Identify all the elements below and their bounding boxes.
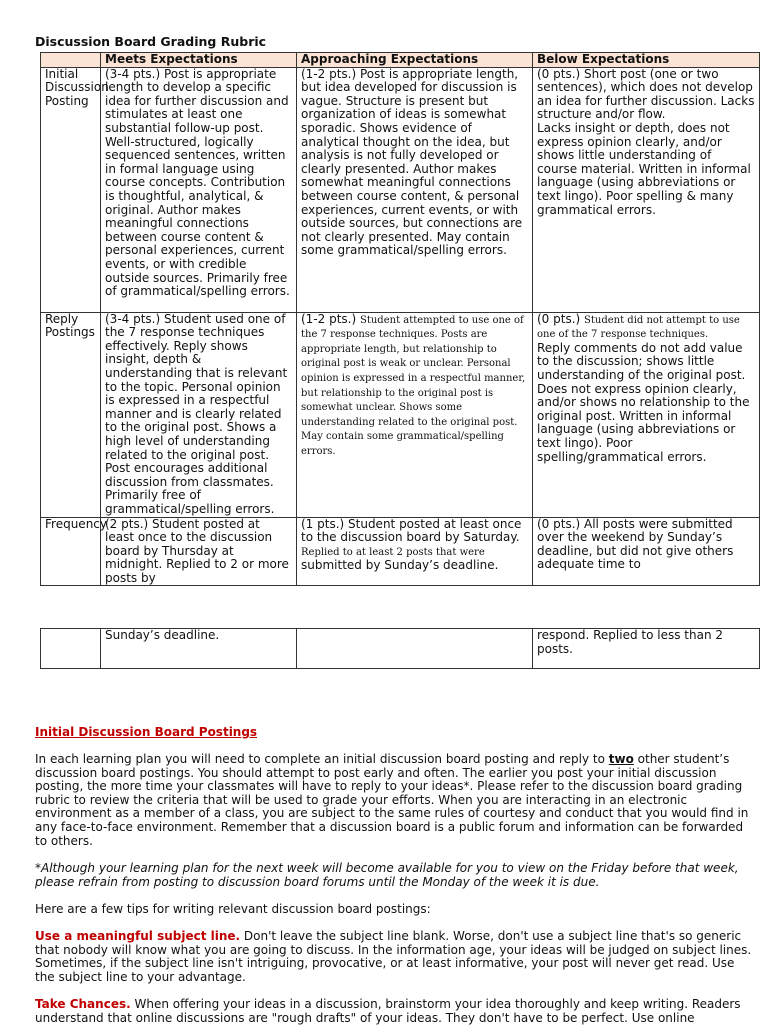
cell-below-part: Lacks insight or depth, does not express opinion clearly, and/or shows little understanding of course material. Written in informal language (using abbreviations or text lingo). Poor spelling & many grammatical errors.: [537, 120, 751, 217]
tip-text: Don't leave the subject line blank. Worse, don't use a subject line that's so generic that nobody will know what you are going to discuss. In the information age, your ideas will be judged on subject lines. Sometimes, if the subject line isn't intriguing, provocative, or at least informative, your post will never get read. Use the subject line to your advantage.: [35, 929, 752, 984]
document-title: Discussion Board Grading Rubric: [35, 34, 267, 49]
row-label-frequency: Frequency: [41, 517, 101, 586]
cell-below-part: Reply comments do not add value to the discussion; shows little understanding of the original post. Does not express opinion clearly, and/or shows no relationship to the original post. Written in informal language (using abbreviations or text lingo). Poor spelling/grammatical errors.: [537, 340, 750, 464]
cell-approaching-part: Student attempted to use one of the 7 response techniques. Posts are appropriate length, but relationship to original post is weak or unclear. Personal opinion is expressed in a respectful manner, but relationship to the original post is somewhat unclear. Shows some understanding related to the original post. May contain some grammatical/spelling errors.: [301, 314, 526, 457]
cell-meets: (2 pts.) Student posted at least once to the discussion board by Thursday at midnight. Replied to 2 or more posts by: [101, 517, 297, 586]
cell-approaching: [297, 517, 533, 586]
table-row: [41, 67, 760, 312]
cell-meets: (3-4 pts.) Post is appropriate length to develop a specific idea for further discussion and stimulates at least one substantial follow-up post. Well-structured, logically sequenced sentences, written in formal language using course concepts. Contribution is thoughtful, analytical, & original. Author makes meaningful connections between course content & personal experiences, current events, or with credible outside sources. Primarily free of grammatical/spelling errors.: [101, 67, 297, 312]
grading-rubric-table-continued: [40, 628, 760, 669]
cell-below: (0 pts.) All posts were submitted over the weekend by Sunday’s deadline, but did not give others adequate time to: [533, 517, 760, 586]
cell-below-part: (0 pts.) Short post (one or two sentences), which does not develop an idea for further discussion. Lacks structure and/or flow.: [537, 66, 755, 122]
intro-paragraph: [35, 753, 757, 848]
cell-meets: (3-4 pts.) Student used one of the 7 response techniques effectively. Reply shows insight, depth & understanding that is relevant to the topic. Personal opinion is expressed in a respectful manner and is clearly related to the original post. Shows a high level of understanding related to the original post. Post encourages additional discussion from classmates. Primarily free of grammatical/spelling errors.: [101, 312, 297, 517]
tip-title: Take Chances.: [35, 997, 131, 1011]
cell-approaching-part: (1-2 pts.): [301, 311, 357, 326]
header-below: Below Expectations: [533, 53, 760, 68]
header-empty: [41, 53, 101, 68]
emphasis-two: two: [608, 752, 634, 766]
cell-approaching: [297, 629, 533, 669]
tips-intro: Here are a few tips for writing relevant discussion board postings:: [35, 902, 431, 916]
cell-meets: Sunday’s deadline.: [101, 629, 297, 669]
cell-below-part: (0 pts.): [537, 311, 581, 326]
header-meets: Meets Expectations: [101, 53, 297, 68]
note-paragraph: *Although your learning plan for the next week will become available for you to view on the Friday before that week, please refrain from posting to discussion board forums until the Monday of the week it is due.: [35, 861, 739, 889]
cell-approaching-part: Replied to at least 2 posts that were: [301, 546, 485, 558]
table-header-row: [41, 53, 760, 68]
table-row: [41, 629, 760, 669]
cell-approaching-part: submitted by Sunday’s deadline.: [301, 558, 499, 573]
cell-approaching-part: (1 pts.) Student posted at least once to the discussion board by Saturday.: [301, 516, 522, 545]
table-row: [41, 312, 760, 517]
table-row: [41, 517, 760, 586]
cell-approaching: [297, 312, 533, 517]
header-approaching: Approaching Expectations: [297, 53, 533, 68]
cell-empty: [41, 629, 101, 669]
row-label-initial: Initial Discussion Posting: [41, 67, 101, 312]
row-label-reply: Reply Postings: [41, 312, 101, 517]
tip-text: When offering your ideas in a discussion, brainstorm your idea thoroughly and keep writing. Readers understand that online discussions are "rough drafts" of your ideas. They don't have to be perfect. Use online: [35, 997, 741, 1025]
tip-subject-line: [35, 930, 757, 984]
tip-title: Use a meaningful subject line.: [35, 929, 241, 943]
intro-text: In each learning plan you will need to complete an initial discussion board posting and reply to: [35, 752, 609, 766]
tip-take-chances: [35, 998, 757, 1025]
cell-approaching: (1-2 pts.) Post is appropriate length, but idea developed for discussion is vague. Structure is present but organization of ideas is somewhat sporadic. Shows evidence of analytical thought on the idea, but analysis is not fully developed or clearly presented. Author makes somewhat meaningful connections between course content, & personal experiences, current events, or with outside sources, but connections are not clearly presented. May contain some grammatical/spelling errors.: [297, 67, 533, 312]
cell-below: respond. Replied to less than 2 posts.: [533, 629, 760, 669]
intro-text-cont: other student’s discussion board postings. You should attempt to post early and often. The earlier you post your initial discussion posting, the more time your classmates will have to reply to your ideas*. Please refer to the discussion board grading rubric to review the criteria that will be used to grade your efforts. When you are interacting in an electronic environment as a member of a class, you are subject to the same rules of courtesy and conduct that you would find in any face-to-face environment. Remember that a discussion board is a public forum and information can be forwarded to others.: [35, 752, 749, 848]
cell-below-part: Student did not attempt to use one of the 7 response techniques.: [537, 314, 740, 341]
cell-below: [533, 67, 760, 312]
section-heading: Initial Discussion Board Postings: [35, 725, 258, 739]
cell-below: [533, 312, 760, 517]
grading-rubric-table: [40, 52, 760, 586]
